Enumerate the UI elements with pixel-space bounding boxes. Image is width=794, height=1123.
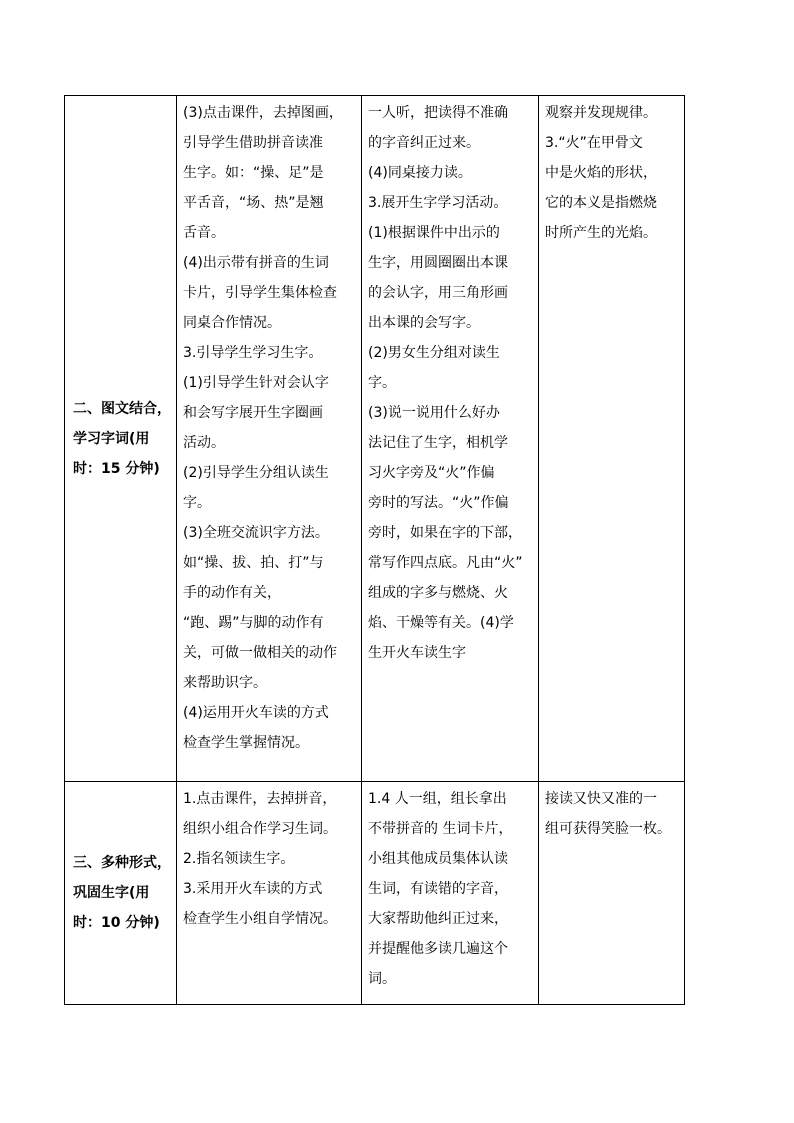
- design-intent-text: 观察并发现规律。 3.“火”在甲骨文 中是火焰的形状， 它的本义是指燃烧 时所产生的光焰。: [545, 105, 657, 241]
- design-intent-text: 接读又快又准的一 组可获得笑脸一枚。: [545, 791, 671, 837]
- teacher-activity-text: (3)点击课件，去掉图画， 引导学生借助拼音读准 生字。如：“操、足”是 平舌音，“场、热”是翘 舌音。 (4)出示带有拼音的生词 卡片，引导学生集体检查 同桌合作情况。 3.引导学生学习生字。 (1)引导学生针对会认字 和会写字展开生字圈画 活动。 (2)引导学生分组认读生 字。 (3)全班交流识字方法。 如“操、拔、拍、打”与 手的动作有关， “跑、踢”与脚的动作有 关，可做一做相关的动作 来帮助识字。 (4)运用开火车读的方式 检查学生掌握情况。: [183, 105, 343, 751]
- stage-text: 二、图文结合， 学习字词(用 时：15 分钟): [73, 400, 171, 477]
- stage-cell: [65, 96, 177, 782]
- student-activity-text: 1.4 人一组，组长拿出 不带拼音的 生词卡片， 小组其他成员集体认读 生词，有读错的字音， 大家帮助他纠正过来， 并提醒他多读几遍这个 词。: [368, 791, 513, 987]
- stage-text: 三、多种形式， 巩固生字(用 时：10 分钟): [73, 855, 171, 931]
- teacher-activity-cell: [177, 782, 362, 1005]
- student-activity-text: 一人听，把读得不准确 的字音纠正过来。 (4)同桌接力读。 3.展开生字学习活动。 (1)根据课件中出示的 生字，用圆圈圈出本课 的会认字，用三角形画 出本课的会写字。 (2)男女生分组对读生 字。 (3)说一说用什么好办 法记住了生字，相机学 习火字旁及“火”作偏 旁时的写法。“火”作偏 旁时，如果在字的下部， 常写作四点底。凡由“火” 组成的字多与燃烧、火 焰、干燥等有关。(4)学 生开火车读生字: [368, 105, 523, 661]
- lesson-plan-table: [64, 95, 685, 1005]
- table-row: [65, 782, 685, 1005]
- design-intent-cell: [539, 96, 685, 782]
- design-intent-cell: [539, 782, 685, 1005]
- table-row: [65, 96, 685, 782]
- student-activity-cell: [362, 96, 539, 782]
- stage-cell: [65, 782, 177, 1005]
- teacher-activity-text: 1.点击课件，去掉拼音， 组织小组合作学习生词。 2.指名领读生字。 3.采用开火车读的方式 检查学生小组自学情况。: [183, 791, 337, 927]
- teacher-activity-cell: [177, 96, 362, 782]
- student-activity-cell: [362, 782, 539, 1005]
